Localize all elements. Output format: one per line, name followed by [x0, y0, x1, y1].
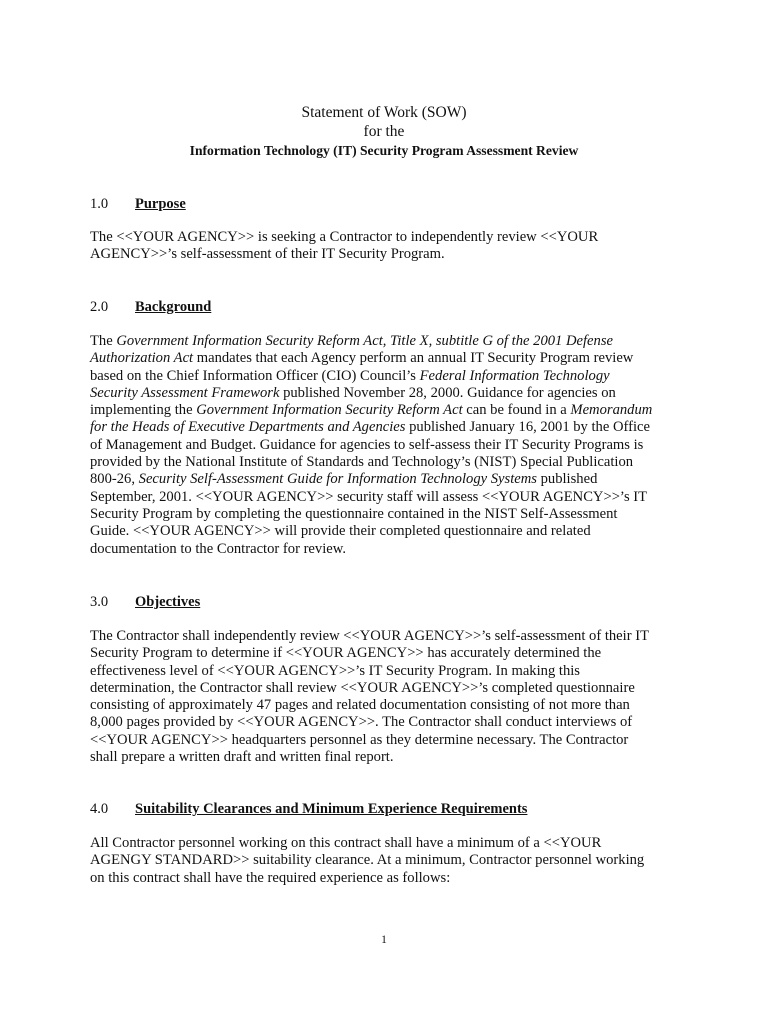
text-run: Security Program to determine if <<YOUR AGENCY>> has accurately determined the [90, 645, 602, 662]
title-line-2: for the [363, 123, 405, 140]
paragraph-line [90, 229, 690, 246]
paragraph-line [90, 246, 690, 263]
text-run: September, 2001. <<YOUR AGENCY>> security staff will assess <<YOUR AGENCY>>’s IT [90, 488, 648, 505]
text-run: Security Program by completing the questionnaire contained in the NIST Self-Assessment [90, 505, 618, 522]
text-run: 8,000 pages provided by <<YOUR AGENCY>>. The Contractor shall conduct interviews of [90, 714, 633, 731]
text-run: effectiveness level of <<YOUR AGENCY>>’s IT Security Program. In making this [90, 662, 580, 679]
text-run: <<YOUR AGENCY>> headquarters personnel as they determine necessary. The Contractor [90, 731, 629, 748]
text-run: 800-26, [90, 471, 139, 488]
section-body-requirements [90, 835, 690, 887]
paragraph-line [90, 471, 690, 488]
text-run: can be found in a [462, 402, 571, 419]
paragraph-line [90, 697, 690, 714]
section-body-background [90, 333, 690, 558]
text-run: determination, the Contractor shall review <<YOUR AGENCY>>’s completed questionnaire [90, 679, 635, 696]
paragraph-line [90, 645, 690, 662]
section-heading-objectives [90, 593, 200, 611]
text-run: The [90, 333, 117, 349]
paragraph-line [90, 628, 690, 645]
section-number: 2.0 [90, 299, 109, 315]
section-title: Objectives [135, 594, 201, 610]
italic-text: Authorization Act [90, 350, 194, 367]
text-run: published January 16, 2001 by the Office [405, 419, 650, 436]
title-line-1: Statement of Work (SOW) [301, 104, 467, 121]
paragraph-line [90, 368, 690, 385]
paragraph-line [90, 541, 690, 558]
text-run: implementing the [90, 402, 197, 419]
text-run: provided by the National Institute of Standards and Technology’s (NIST) Special Publication [90, 454, 634, 471]
paragraph-line [90, 506, 690, 523]
paragraph-line [90, 333, 690, 350]
section-number: 3.0 [90, 594, 109, 610]
document-subtitle: Information Technology (IT) Security Program Assessment Review [189, 143, 579, 158]
section-title: Background [135, 299, 212, 315]
paragraph-line [90, 350, 690, 367]
italic-text: Government Information Security Reform Act [196, 402, 463, 419]
section-body-objectives [90, 628, 690, 766]
document-title [0, 103, 768, 160]
section-number: 4.0 [90, 801, 109, 817]
text-run: published November 28, 2000. Guidance for agencies on [279, 384, 616, 401]
page-number: 1 [381, 934, 387, 946]
text-run: consisting of approximately 47 pages and related documentation consisting of not more than [90, 697, 630, 714]
paragraph-line [90, 663, 690, 680]
paragraph-line [90, 732, 690, 749]
text-run: on this contract shall have the required experience as follows: [90, 869, 451, 886]
text-run: Guide. <<YOUR AGENCY>> will provide their completed questionnaire and related [90, 523, 591, 540]
paragraph-line [90, 454, 690, 471]
paragraph-line [90, 852, 690, 869]
paragraph-line [90, 385, 690, 402]
text-run: AGENGY STANDARD>> suitability clearance. At a minimum, Contractor personnel working [90, 852, 645, 869]
paragraph-line [90, 835, 690, 852]
italic-text: Security Self-Assessment Guide for Information Technology Systems [138, 471, 537, 488]
paragraph-line [90, 749, 690, 766]
section-title: Suitability Clearances and Minimum Experience Requirements [135, 801, 528, 817]
text-run: shall prepare a written draft and written final report. [90, 749, 394, 766]
paragraph-line [90, 680, 690, 697]
paragraph-line [90, 419, 690, 436]
paragraph-line [90, 402, 690, 419]
section-heading-purpose [90, 195, 186, 213]
text-run: mandates that each Agency perform an annual IT Security Program review [193, 350, 634, 367]
text-run: The <<YOUR AGENCY>> is seeking a Contractor to independently review <<YOUR [90, 229, 599, 245]
italic-text: Federal Information Technology [419, 367, 610, 384]
section-title: Purpose [135, 196, 186, 212]
text-run: The Contractor shall independently review <<YOUR AGENCY>>’s self-assessment of their IT [90, 628, 649, 644]
text-run: AGENCY>>’s self-assessment of their IT Security Program. [90, 246, 445, 263]
paragraph-line [90, 523, 690, 540]
text-run: published [536, 471, 598, 488]
paragraph-line [90, 437, 690, 454]
italic-text: Security Assessment Framework [90, 384, 280, 401]
italic-text: Government Information Security Reform Act, Title X, subtitle G of the 2001 Defense [116, 333, 613, 349]
section-number: 1.0 [90, 196, 109, 212]
paragraph-line [90, 714, 690, 731]
text-run: All Contractor personnel working on this contract shall have a minimum of a <<YOUR [90, 835, 602, 851]
section-heading-background [90, 298, 211, 316]
italic-text: Memorandum [570, 402, 653, 419]
section-body-purpose [90, 229, 690, 264]
section-heading-requirements [90, 800, 527, 818]
text-run: of Management and Budget. Guidance for agencies to self-assess their IT Security Programs is [90, 436, 644, 453]
paragraph-line [90, 870, 690, 887]
text-run: documentation to the Contractor for review. [90, 540, 346, 557]
italic-text: for the Heads of Executive Departments and Agencies [90, 419, 406, 436]
paragraph-line [90, 489, 690, 506]
text-run: based on the Chief Information Officer (CIO) Council’s [90, 367, 420, 384]
